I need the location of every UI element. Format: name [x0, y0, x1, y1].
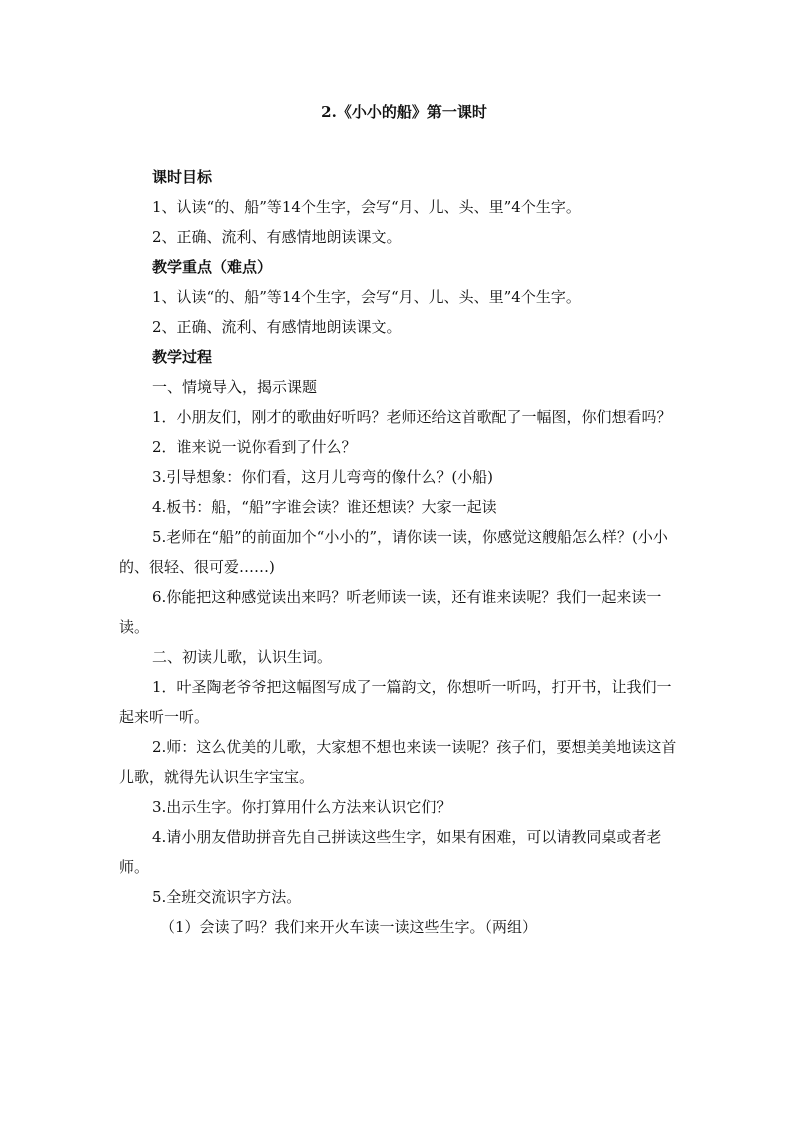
section-2-sub-item-1: （1）会读了吗？我们来开火车读一读这些生字。（两组） — [160, 918, 538, 936]
section-1-item-3: 3.引导想象：你们看，这月儿弯弯的像什么？(小船) — [152, 468, 494, 486]
section-1-item-2: 2．谁来说一说你看到了什么？ — [152, 438, 357, 456]
section-1-item-6: 6.你能把这种感觉读出来吗？听老师读一读，还有谁来读呢？我们一起来读一读。 — [119, 588, 662, 636]
objective-2: 2、正确、流利、有感情地朗读课文。 — [152, 228, 402, 246]
section-2-item-2: 2.师：这么优美的儿歌，大家想不想也来读一读呢？孩子们，要想美美地读这首儿歌，就得先认识生字宝宝。 — [119, 738, 677, 786]
objective-1: 1、认读“的、船”等14个生字，会写“月、儿、头、里”4个生字。 — [152, 198, 581, 216]
heading-objectives: 课时目标 — [152, 168, 213, 186]
section-1-item-4: 4.板书：船，“船”字谁会读？谁还想读？大家一起读 — [152, 498, 497, 516]
key-point-1: 1、认读“的、船”等14个生字，会写“月、儿、头、里”4个生字。 — [152, 288, 581, 306]
section-1-item-1: 1．小朋友们，刚才的歌曲好听吗？老师还给这首歌配了一幅图，你们想看吗？ — [152, 408, 672, 426]
section-2-item-4: 4.请小朋友借助拼音先自己拼读这些生字，如果有困难，可以请教同桌或者老师。 — [119, 828, 662, 876]
key-point-2: 2、正确、流利、有感情地朗读课文。 — [152, 318, 402, 336]
section-1-title: 一、情境导入，揭示课题 — [152, 378, 318, 396]
document-title: 2.《小小的船》第一课时 — [321, 103, 487, 121]
section-2-item-3: 3.出示生字。你打算用什么方法来认识它们？ — [152, 798, 452, 816]
section-2-item-5: 5.全班交流识字方法。 — [152, 888, 302, 906]
section-2-title: 二、初读儿歌，认识生词。 — [152, 648, 333, 666]
heading-key-points: 教学重点（难点） — [152, 258, 273, 276]
heading-process: 教学过程 — [152, 348, 213, 366]
document-page — [119, 98, 679, 942]
section-1-item-5: 5.老师在“船”的前面加个“小小的”，请你读一读，你感觉这艘船怎么样？(小小的、很轻、很可爱……) — [119, 528, 668, 576]
section-2-item-1: 1．叶圣陶老爷爷把这幅图写成了一篇韵文，你想听一听吗，打开书，让我们一起来听一听。 — [119, 678, 672, 726]
